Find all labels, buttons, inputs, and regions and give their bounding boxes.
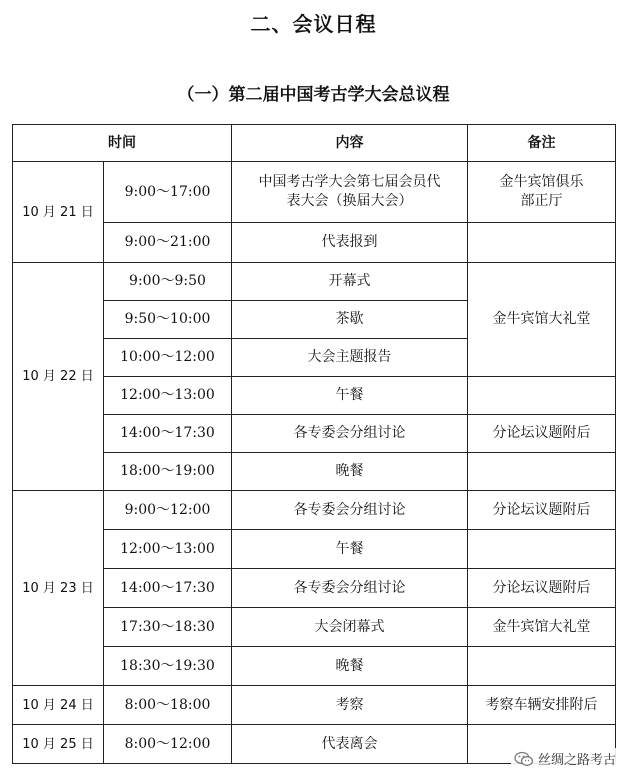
content-cell: 考察	[232, 686, 468, 725]
content-cell: 开幕式	[232, 263, 468, 301]
schedule-table	[12, 124, 616, 764]
time-cell: 8:00～12:00	[104, 725, 232, 764]
page-title: 二、会议日程	[250, 12, 377, 36]
content-cell: 晚餐	[232, 453, 468, 491]
note-cell	[468, 647, 616, 686]
content-cell: 代表报到	[232, 223, 468, 263]
table-row	[13, 569, 616, 608]
content-cell: 各专委会分组讨论	[232, 569, 468, 608]
table-row	[13, 530, 616, 569]
content-cell: 午餐	[232, 377, 468, 415]
content-cell: 各专委会分组讨论	[232, 491, 468, 530]
table-row	[13, 415, 616, 453]
date-cell: 10 月 23 日	[13, 491, 104, 686]
content-cell: 大会主题报告	[232, 339, 468, 377]
time-cell: 18:00～19:00	[104, 453, 232, 491]
header-note: 备注	[468, 125, 616, 162]
time-cell: 9:50～10:00	[104, 301, 232, 339]
note-cell	[468, 530, 616, 569]
table-row	[13, 263, 616, 301]
time-cell: 17:30～18:30	[104, 608, 232, 647]
note-cell: 金牛宾馆大礼堂	[468, 608, 616, 647]
content-cell: 代表离会	[232, 725, 468, 764]
content-cell: 午餐	[232, 530, 468, 569]
note-cell: 考察车辆安排附后	[468, 686, 616, 725]
time-cell: 12:00～13:00	[104, 530, 232, 569]
content-cell: 晚餐	[232, 647, 468, 686]
header-time: 时间	[13, 125, 232, 162]
time-cell: 10:00～12:00	[104, 339, 232, 377]
watermark	[511, 748, 619, 769]
time-cell: 14:00～17:30	[104, 415, 232, 453]
table-row	[13, 686, 616, 725]
time-cell: 14:00～17:30	[104, 569, 232, 608]
table-row	[13, 377, 616, 415]
note-cell: 金牛宾馆大礼堂	[468, 263, 616, 377]
header-content: 内容	[232, 125, 468, 162]
date-cell: 10 月 21 日	[13, 162, 104, 263]
table-row	[13, 223, 616, 263]
date-cell: 10 月 22 日	[13, 263, 104, 491]
time-cell: 9:00～9:50	[104, 263, 232, 301]
time-cell: 9:00～17:00	[104, 162, 232, 223]
note-cell: 分论坛议题附后	[468, 569, 616, 608]
time-cell: 8:00～18:00	[104, 686, 232, 725]
table-header-row	[13, 125, 616, 162]
content-cell: 大会闭幕式	[232, 608, 468, 647]
date-cell: 10 月 24 日	[13, 686, 104, 725]
note-cell	[468, 453, 616, 491]
note-cell	[468, 377, 616, 415]
section-title: （一）第二届中国考古学大会总议程	[177, 85, 450, 105]
time-cell: 9:00～12:00	[104, 491, 232, 530]
table-row	[13, 162, 616, 223]
time-cell: 9:00～21:00	[104, 223, 232, 263]
note-cell	[468, 223, 616, 263]
wechat-icon	[514, 751, 534, 767]
note-cell: 分论坛议题附后	[468, 491, 616, 530]
time-cell: 18:30～19:30	[104, 647, 232, 686]
table-row	[13, 608, 616, 647]
table-row	[13, 491, 616, 530]
watermark-text: 丝绸之路考古	[537, 753, 616, 768]
note-cell: 分论坛议题附后	[468, 415, 616, 453]
content-cell: 各专委会分组讨论	[232, 415, 468, 453]
content-cell: 中国考古学大会第七届会员代表大会（换届大会）	[232, 162, 468, 223]
time-cell: 12:00～13:00	[104, 377, 232, 415]
table-row	[13, 647, 616, 686]
date-cell: 10 月 25 日	[13, 725, 104, 764]
table-row	[13, 453, 616, 491]
note-cell: 金牛宾馆俱乐部正厅	[468, 162, 616, 223]
content-cell: 茶歇	[232, 301, 468, 339]
